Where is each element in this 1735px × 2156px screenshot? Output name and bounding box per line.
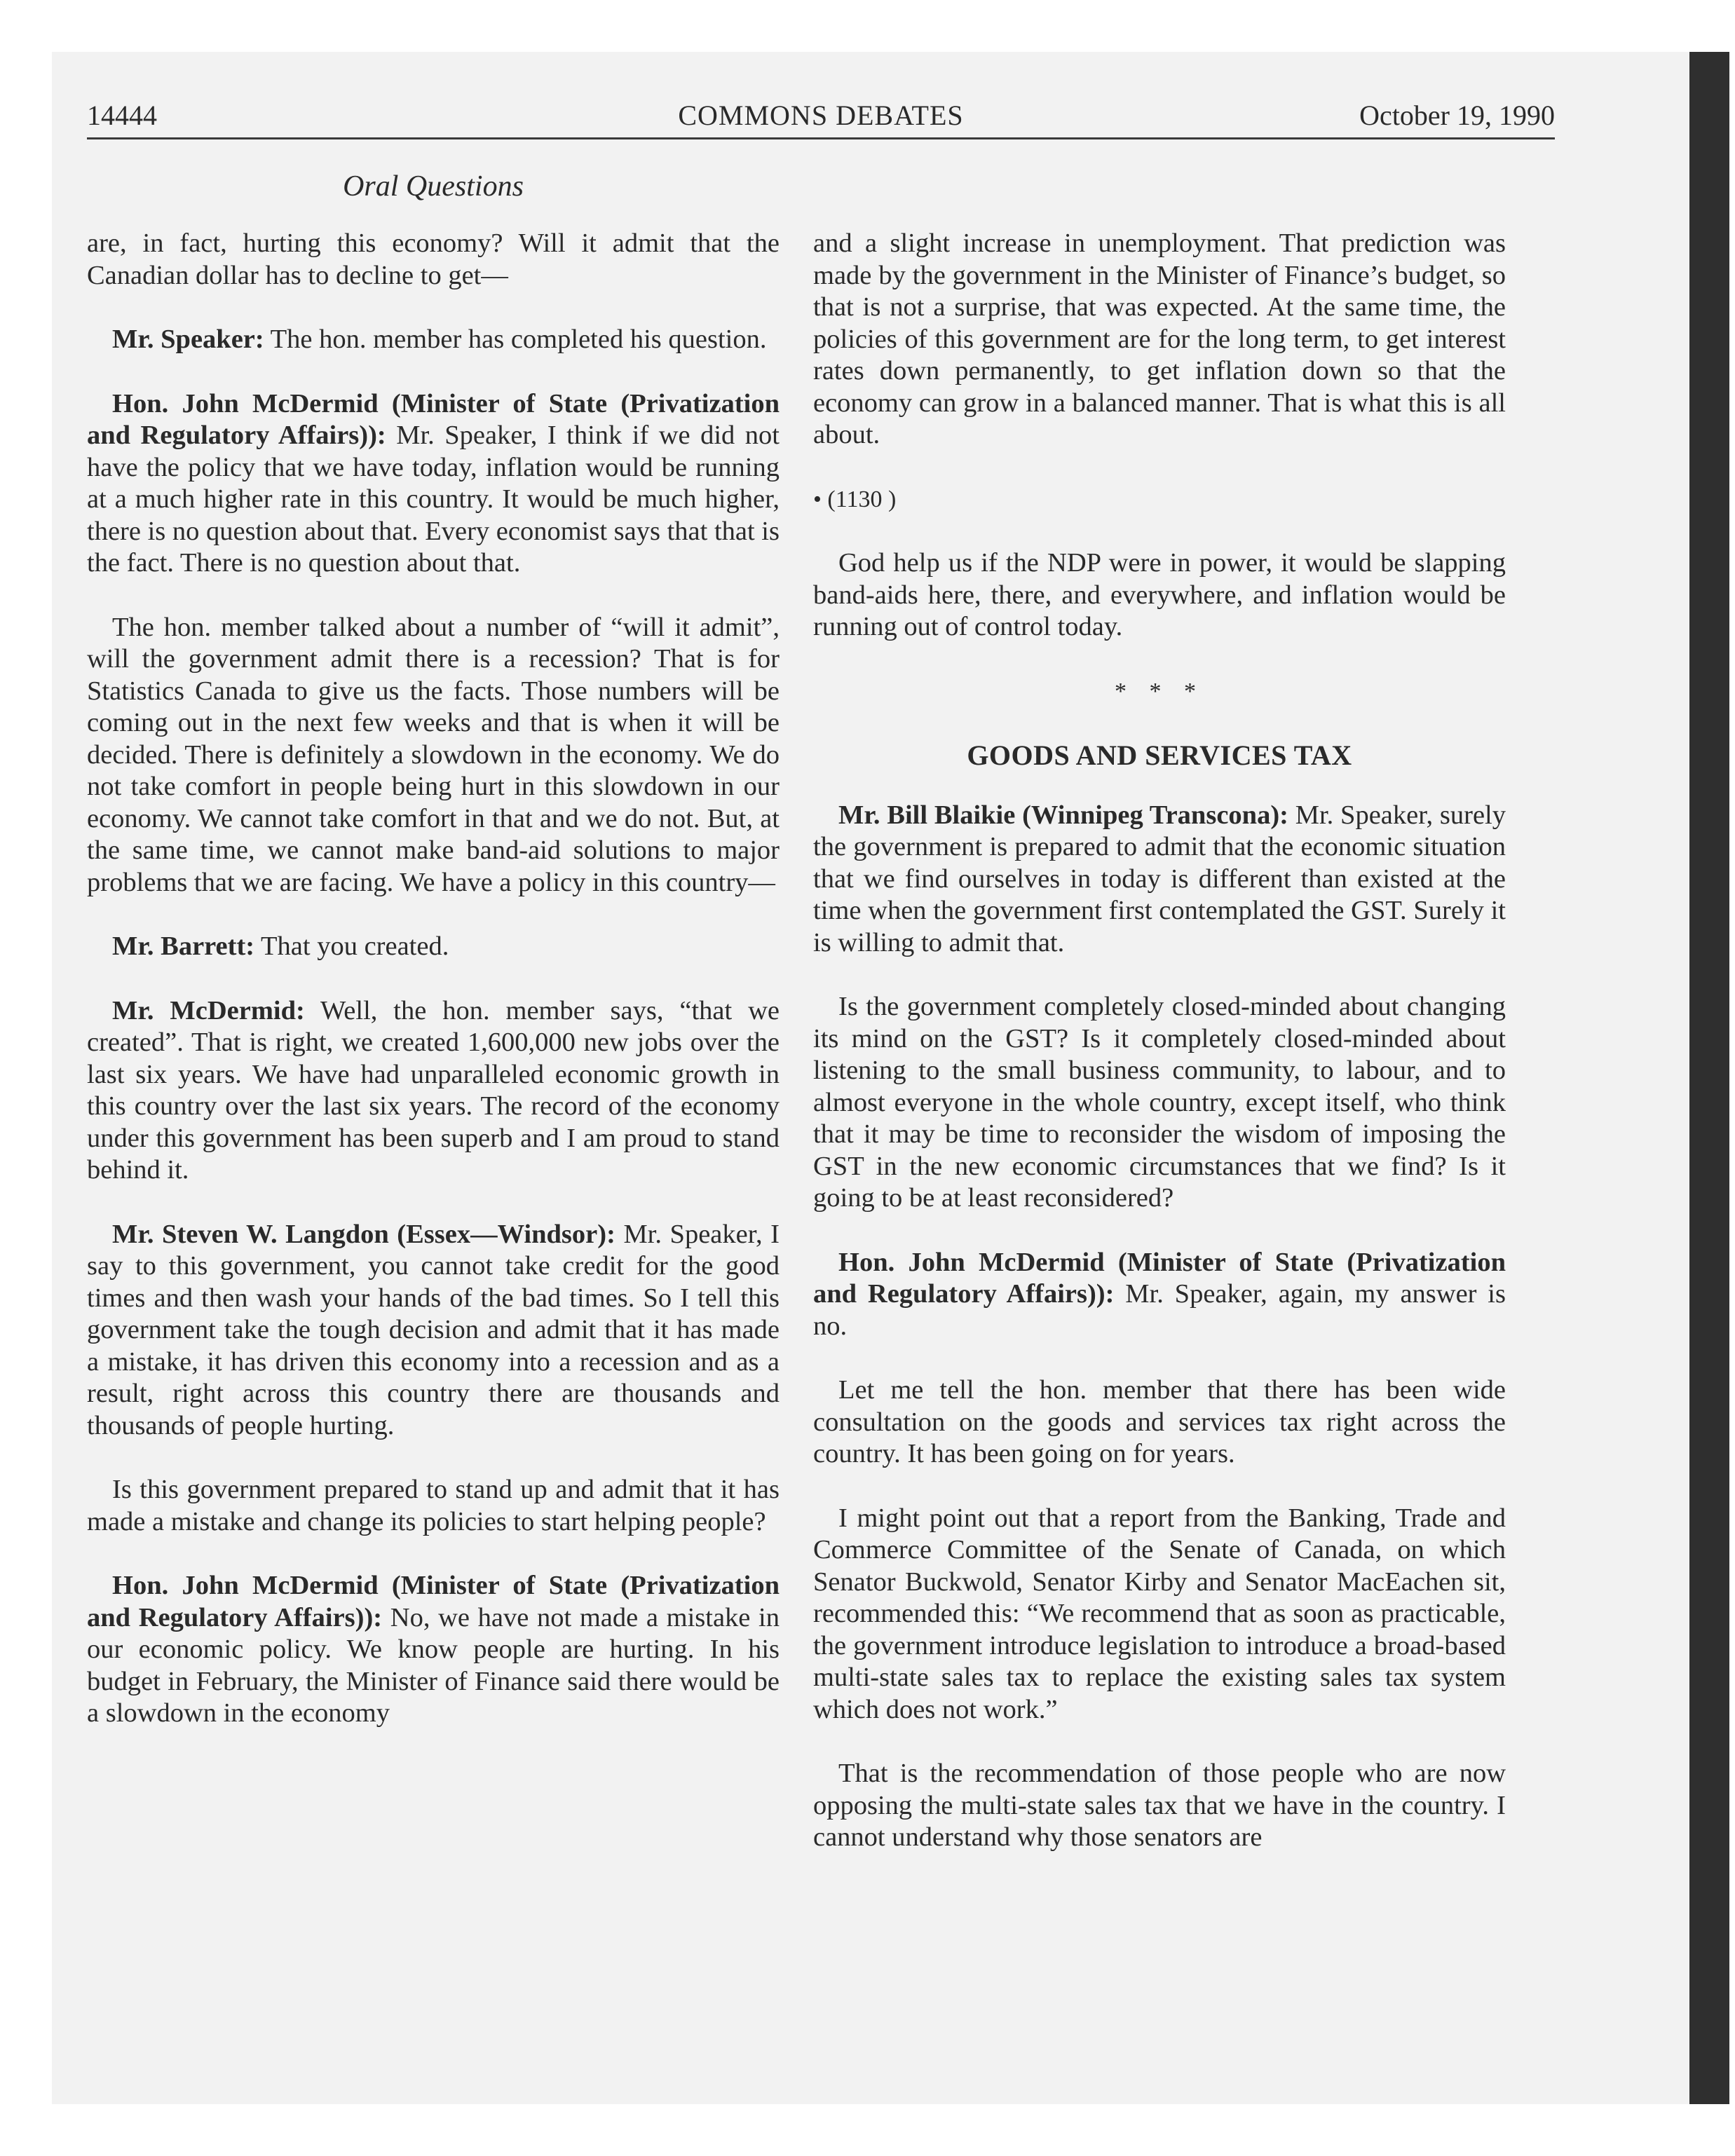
- paragraph: [87, 995, 780, 1187]
- speech-text: Well, the hon. member says, “that we created”. That is right, we created 1,600,000 new jobs over the last six years. We have had unparalleled economic growth in this country over the last six years. The record of the economy under this government has been superb and I am proud to stand behind it.: [87, 995, 780, 1185]
- publication-date: October 19, 1990: [1359, 100, 1555, 131]
- paragraph: [87, 324, 780, 356]
- section-heading: GOODS AND SERVICES TAX: [967, 739, 1352, 771]
- publication-title: COMMONS DEBATES: [678, 100, 964, 131]
- speech-text: That you created.: [254, 932, 449, 961]
- speaker-name: Hon. John McDermid (Minister of State (Privatization and Regulatory Affairs)):: [87, 388, 780, 450]
- paragraph: That is the recommendation of those people who are now opposing the multi-state sales tax that we have in the country. I cannot understand why those senators are: [813, 1759, 1506, 1852]
- speaker-name: Mr. McDermid:: [112, 995, 305, 1025]
- speaker-name: Mr. Speaker:: [112, 325, 264, 354]
- page-header: [87, 98, 1555, 133]
- section-label: Oral Questions: [343, 170, 524, 203]
- speaker-name: Mr. Steven W. Langdon (Essex—Windsor):: [112, 1219, 615, 1249]
- header-rule: [87, 137, 1555, 139]
- page-number: 14444: [87, 100, 157, 131]
- paragraph: [813, 1247, 1506, 1343]
- paragraph: The hon. member talked about a number of “will it admit”, will the government admit there is a recession? That is for Statistics Canada to give us the facts. Those numbers will be coming out in the next few weeks and that is when it will be decided. There is definitely a slowdown in the economy. We do not take comfort in people being hurt in this slowdown in our economy. We cannot take comfort in that and we do not. But, at the same time, we cannot make band-aid solutions to major problems that we are facing. We have a policy in this country—: [87, 612, 780, 897]
- speech-text: The hon. member has completed his question.: [264, 325, 767, 354]
- speaker-name: Mr. Barrett:: [112, 932, 255, 961]
- speech-text: Mr. Speaker, surely the government is prepared to admit that the economic situation that we find ourselves in today is different than existed at the time when the government first contemplated the GST. Surely it is willing to admit that.: [813, 800, 1506, 957]
- speaker-name: Hon. John McDermid (Minister of State (Privatization and Regulatory Affairs)):: [87, 1571, 780, 1632]
- paragraph: [813, 800, 1506, 960]
- paragraph: [87, 1570, 780, 1730]
- speaker-name: Mr. Bill Blaikie (Winnipeg Transcona):: [838, 800, 1288, 830]
- paragraph: are, in fact, hurting this economy? Will it admit that the Canadian dollar has to decline to get—: [87, 228, 780, 290]
- section-separator: * * *: [1115, 678, 1204, 704]
- speaker-name: Hon. John McDermid (Minister of State (Privatization and Regulatory Affairs)):: [813, 1247, 1506, 1309]
- paragraph: and a slight increase in unemployment. That prediction was made by the government in the Minister of Finance’s budget, so that is not a surprise, that was expected. At the same time, the policies of this government are for the long term, to get interest rates down permanently, to get inflation down so that the economy can grow in a balanced manner. That is what this is all about.: [813, 228, 1506, 449]
- paragraph: God help us if the NDP were in power, it would be slapping band-aids here, there, and everywhere, and inflation would be running out of control today.: [813, 548, 1506, 641]
- paragraph: [87, 1219, 780, 1442]
- paragraph: [87, 931, 780, 963]
- paragraph: [87, 388, 780, 580]
- speech-text: Mr. Speaker, again, my answer is no.: [813, 1279, 1506, 1341]
- scan-edge-bar: [1689, 52, 1729, 2104]
- paragraph: Let me tell the hon. member that there has been wide consultation on the goods and services tax right across the country. It has been going on for years.: [813, 1375, 1506, 1468]
- left-column: [87, 228, 780, 1762]
- right-column: [813, 228, 1506, 1886]
- paragraph: Is this government prepared to stand up and admit that it has made a mistake and change its policies to start helping people?: [87, 1475, 780, 1536]
- speech-text: Mr. Speaker, I say to this government, you cannot take credit for the good times and then wash your hands of the bad times. So I tell this government take the tough decision and admit that it has made a mistake, it has driven this economy into a recession and as a result, right across this country there are thousands and thousands of people hurting.: [87, 1219, 780, 1440]
- speech-text: No, we have not made a mistake in our economic policy. We know people are hurting. In his budget in February, the Minister of Finance said there would be a slowdown in the economy: [87, 1602, 780, 1728]
- speech-text: Mr. Speaker, I think if we did not have the policy that we have today, inflation would be running at a much higher rate in this country. It would be much higher, there is no question about that. Every economist says that that is the fact. There is no question about that.: [87, 421, 780, 578]
- time-marker: • (1130 ): [813, 486, 897, 512]
- paragraph: Is the government completely closed-minded about changing its mind on the GST? Is it completely closed-minded about listening to the small business community, to labour, and to almost everyone in the whole country, except itself, who think that it may be time to reconsider the wisdom of imposing the GST in the new economic circumstances that we find? Is it going to be at least reconsidered?: [813, 992, 1506, 1213]
- paragraph: I might point out that a report from the Banking, Trade and Commerce Committee of the Senate of Canada, on which Senator Buckwold, Senator Kirby and Senator MacEachen sit, recommended this: “We recommend that as soon as practicable, the government introduce legislation to introduce a broad-based multi-state sales tax to replace the existing sales tax system which does not work.”: [813, 1503, 1506, 1724]
